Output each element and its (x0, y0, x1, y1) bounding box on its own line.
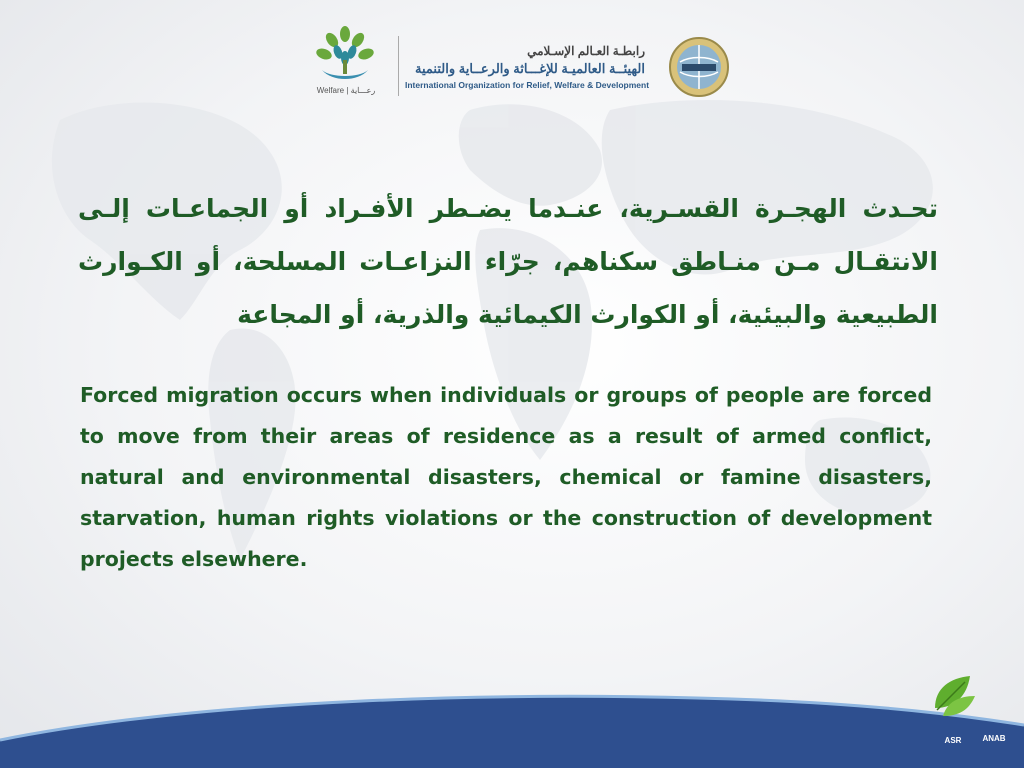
leaves-icon (925, 668, 983, 726)
header (300, 18, 740, 108)
header-divider (398, 36, 399, 96)
org-arabic-subtitle: الهيئــة العالميـة للإغـــاثة والرعــاية والتنمية (415, 61, 645, 76)
org-english-name: International Organization for Relief, Welfare & Development (405, 80, 650, 90)
anab-badge: ANAB (982, 734, 1006, 743)
asr-badge: ASR (944, 736, 962, 745)
english-paragraph: Forced migration occurs when individuals or groups of people are forced to move from their areas of residence as a result of armed conflict, natural and environmental disasters, chemical or famine disasters, starvation, human rights violations or the construction of development projects elsewhere. (80, 383, 932, 571)
welfare-label: Welfare | رعـــاية (316, 86, 376, 95)
footer-wave (0, 680, 1024, 768)
arabic-paragraph: تحـدث الهجـرة القسـرية، عنـدما يضـطر الأفـراد أو الجماعـات إلـى الانتقـال مـن منـاطق سكناهم، جرّاء النزاعـات المسلحة، أو الكـوارث الطبيعية والبيئية، أو الكوارث الكيمائية والذرية، أو المجاعة (78, 194, 938, 329)
org-arabic-title: رابطـة العـالم الإسـلامي (527, 44, 645, 58)
globe-seal-icon (668, 36, 730, 98)
